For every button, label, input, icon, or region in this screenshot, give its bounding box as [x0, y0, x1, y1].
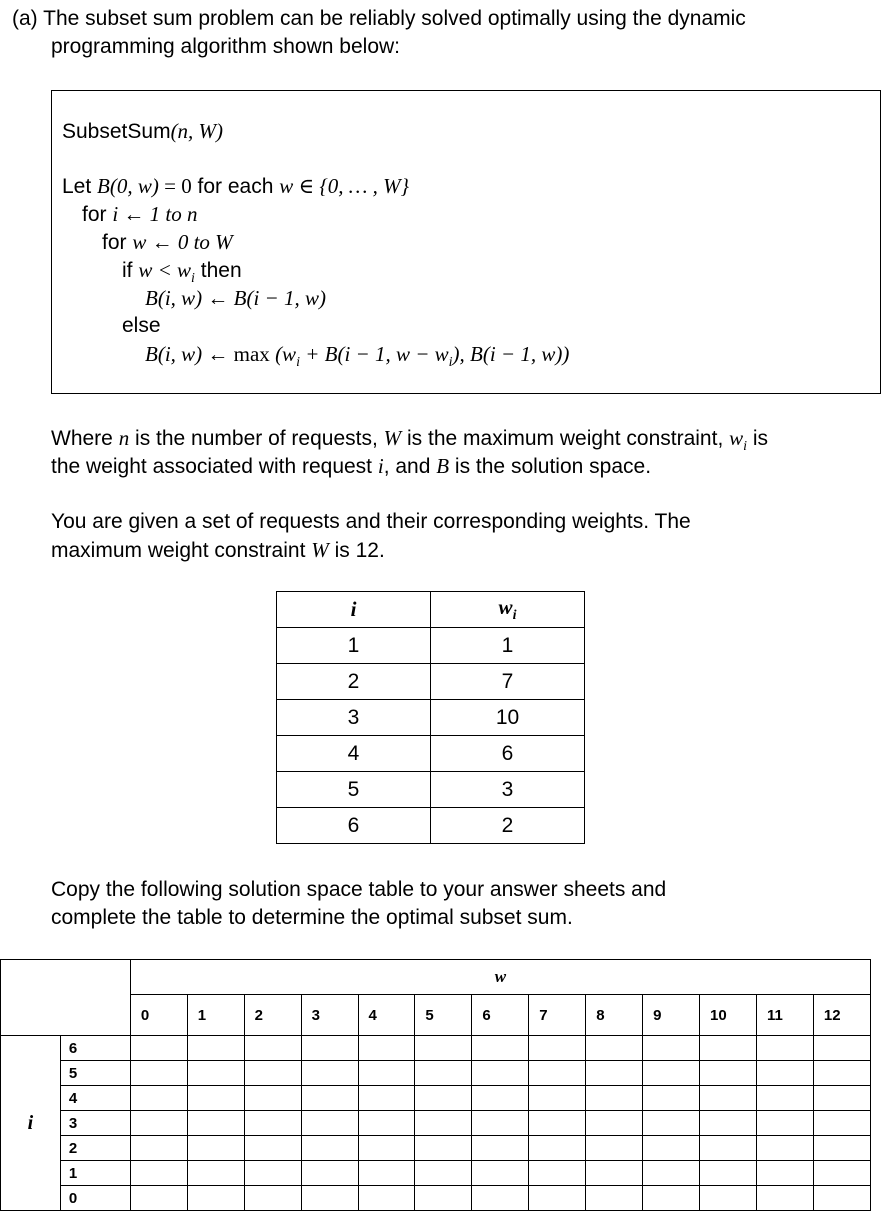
algorithm-line-else: else [122, 314, 161, 337]
table-cell [301, 1061, 358, 1086]
where-line-2: the weight associated with request i, and B is the solution space. [51, 454, 652, 478]
table-cell [472, 1111, 529, 1136]
table-cell [586, 1061, 643, 1086]
table-cell [529, 1036, 586, 1061]
row-label-1: 1 [60, 1161, 130, 1186]
table-cell [415, 1086, 472, 1111]
row-label-0: 0 [60, 1186, 130, 1211]
table-cell [187, 1186, 244, 1211]
table-cell [529, 1061, 586, 1086]
table-cell [813, 1186, 870, 1211]
weights-table-header [277, 592, 585, 628]
table-cell [130, 1036, 187, 1061]
table-cell [187, 1036, 244, 1061]
table-cell [813, 1086, 870, 1111]
row-label-3: 3 [60, 1111, 130, 1136]
table-cell [244, 1061, 301, 1086]
table-cell [472, 1036, 529, 1061]
i-axis-label: i [1, 1036, 61, 1211]
table-cell [415, 1061, 472, 1086]
column-header-9: 9 [643, 995, 700, 1036]
table-row [1, 1111, 871, 1136]
table-cell [358, 1086, 415, 1111]
cell-w: 7 [431, 664, 585, 700]
table-cell [358, 1136, 415, 1161]
table-cell [244, 1186, 301, 1211]
table-cell [643, 1136, 700, 1161]
table-cell [700, 1086, 757, 1111]
table-cell [700, 1136, 757, 1161]
table-row [277, 808, 585, 844]
algorithm-box [51, 90, 881, 394]
table-cell [244, 1036, 301, 1061]
table-cell [529, 1136, 586, 1161]
row-label-2: 2 [60, 1136, 130, 1161]
column-header-6: 6 [472, 995, 529, 1036]
header-w: $w_i$ [431, 592, 585, 628]
column-header-0: 0 [130, 995, 187, 1036]
column-header-4: 4 [358, 995, 415, 1036]
column-header-10: 10 [700, 995, 757, 1036]
table-cell [244, 1111, 301, 1136]
cell-i: 6 [277, 808, 431, 844]
table-cell [187, 1086, 244, 1111]
table-cell [130, 1161, 187, 1186]
algorithm-line-let: Let B(0, w) = 0 for each w ∈ {0, … , W} [62, 174, 410, 198]
column-header-2: 2 [244, 995, 301, 1036]
table-row [1, 1036, 871, 1061]
table-cell [301, 1086, 358, 1111]
column-header-12: 12 [813, 995, 870, 1036]
row-label-4: 4 [60, 1086, 130, 1111]
algorithm-line-for-i: for i ← 1 to n [82, 202, 198, 226]
header-i: i [277, 592, 431, 628]
w-axis-label: w [130, 960, 870, 995]
intro-line-2: programming algorithm shown below: [51, 35, 400, 58]
table-cell [244, 1136, 301, 1161]
table-cell [700, 1036, 757, 1061]
table-cell [358, 1111, 415, 1136]
table-row [1, 1186, 871, 1211]
table-cell [529, 1111, 586, 1136]
table-cell [700, 1111, 757, 1136]
table-cell [813, 1161, 870, 1186]
table-cell [358, 1061, 415, 1086]
table-cell [586, 1186, 643, 1211]
table-cell [187, 1061, 244, 1086]
table-cell [586, 1111, 643, 1136]
table-cell [643, 1086, 700, 1111]
table-cell [415, 1111, 472, 1136]
table-cell [813, 1061, 870, 1086]
table-cell [756, 1136, 813, 1161]
table-cell [130, 1136, 187, 1161]
table-cell [472, 1186, 529, 1211]
table-cell [301, 1186, 358, 1211]
cell-i: 1 [277, 628, 431, 664]
algorithm-line-if: if $w < w_i$ then [122, 258, 242, 287]
table-cell [187, 1161, 244, 1186]
cell-i: 3 [277, 700, 431, 736]
copy-line-1: Copy the following solution space table to your answer sheets and [51, 878, 667, 901]
table-cell [756, 1086, 813, 1111]
table-cell [756, 1186, 813, 1211]
cell-i: 4 [277, 736, 431, 772]
table-cell [700, 1186, 757, 1211]
table-cell [586, 1136, 643, 1161]
cell-w: 2 [431, 808, 585, 844]
solution-space-table [0, 959, 871, 1211]
solution-table-column-row [1, 995, 871, 1036]
column-header-8: 8 [586, 995, 643, 1036]
table-cell [756, 1036, 813, 1061]
table-cell [529, 1086, 586, 1111]
row-label-5: 5 [60, 1061, 130, 1086]
cell-w: 10 [431, 700, 585, 736]
table-cell [586, 1161, 643, 1186]
table-cell [756, 1061, 813, 1086]
table-cell [130, 1186, 187, 1211]
table-cell [358, 1036, 415, 1061]
table-cell [586, 1036, 643, 1061]
algorithm-header: SubsetSum(n, W) [62, 119, 224, 143]
table-cell [529, 1186, 586, 1211]
cell-w: 3 [431, 772, 585, 808]
table-cell [529, 1161, 586, 1186]
table-cell [472, 1136, 529, 1161]
table-row [277, 700, 585, 736]
table-cell [643, 1186, 700, 1211]
table-cell [813, 1136, 870, 1161]
weights-table [276, 591, 585, 844]
table-row [1, 1086, 871, 1111]
table-cell [244, 1086, 301, 1111]
table-cell [643, 1036, 700, 1061]
table-cell [756, 1111, 813, 1136]
table-row [277, 628, 585, 664]
table-row [277, 772, 585, 808]
column-header-3: 3 [301, 995, 358, 1036]
table-cell [643, 1161, 700, 1186]
column-header-11: 11 [756, 995, 813, 1036]
table-cell [415, 1186, 472, 1211]
column-header-1: 1 [187, 995, 244, 1036]
table-cell [244, 1161, 301, 1186]
corner-cell [1, 960, 131, 1036]
column-header-5: 5 [415, 995, 472, 1036]
table-cell [813, 1111, 870, 1136]
table-cell [301, 1161, 358, 1186]
cell-i: 2 [277, 664, 431, 700]
table-row [277, 664, 585, 700]
table-cell [358, 1186, 415, 1211]
algorithm-line-for-w: for w ← 0 to W [102, 230, 233, 254]
table-cell [301, 1136, 358, 1161]
table-cell [472, 1161, 529, 1186]
column-header-7: 7 [529, 995, 586, 1036]
table-cell [415, 1161, 472, 1186]
where-line-1: Where n is the number of requests, W is the maximum weight constraint, $w_i$ is [51, 426, 769, 455]
solution-table-header-row [1, 960, 871, 995]
algorithm-line-max: B(i, w) ← $\max (w_i + B(i - 1$, $w - w_i$), B(i − 1, w)) [145, 342, 570, 371]
copy-line-2: complete the table to determine the optimal subset sum. [51, 906, 573, 929]
table-row [1, 1161, 871, 1186]
table-cell [301, 1036, 358, 1061]
given-line-2: maximum weight constraint W is 12. [51, 538, 385, 562]
table-cell [472, 1061, 529, 1086]
table-cell [472, 1086, 529, 1111]
table-cell [813, 1036, 870, 1061]
table-cell [187, 1111, 244, 1136]
table-cell [130, 1061, 187, 1086]
intro-line-1: (a) The subset sum problem can be reliably solved optimally using the dynamic [12, 7, 746, 30]
row-label-6: 6 [60, 1036, 130, 1061]
table-cell [700, 1161, 757, 1186]
table-cell [586, 1086, 643, 1111]
table-cell [301, 1111, 358, 1136]
given-line-1: You are given a set of requests and their corresponding weights. The [51, 510, 691, 533]
table-row [277, 736, 585, 772]
table-row [1, 1061, 871, 1086]
cell-w: 6 [431, 736, 585, 772]
table-cell [187, 1136, 244, 1161]
table-cell [643, 1061, 700, 1086]
table-cell [756, 1161, 813, 1186]
table-cell [700, 1061, 757, 1086]
table-cell [643, 1111, 700, 1136]
cell-w: 1 [431, 628, 585, 664]
algorithm-line-then: B(i, w) ← B(i − 1, w) [145, 286, 326, 310]
table-cell [415, 1136, 472, 1161]
table-cell [130, 1111, 187, 1136]
cell-i: 5 [277, 772, 431, 808]
table-cell [358, 1161, 415, 1186]
table-row [1, 1136, 871, 1161]
table-cell [130, 1086, 187, 1111]
table-cell [415, 1036, 472, 1061]
